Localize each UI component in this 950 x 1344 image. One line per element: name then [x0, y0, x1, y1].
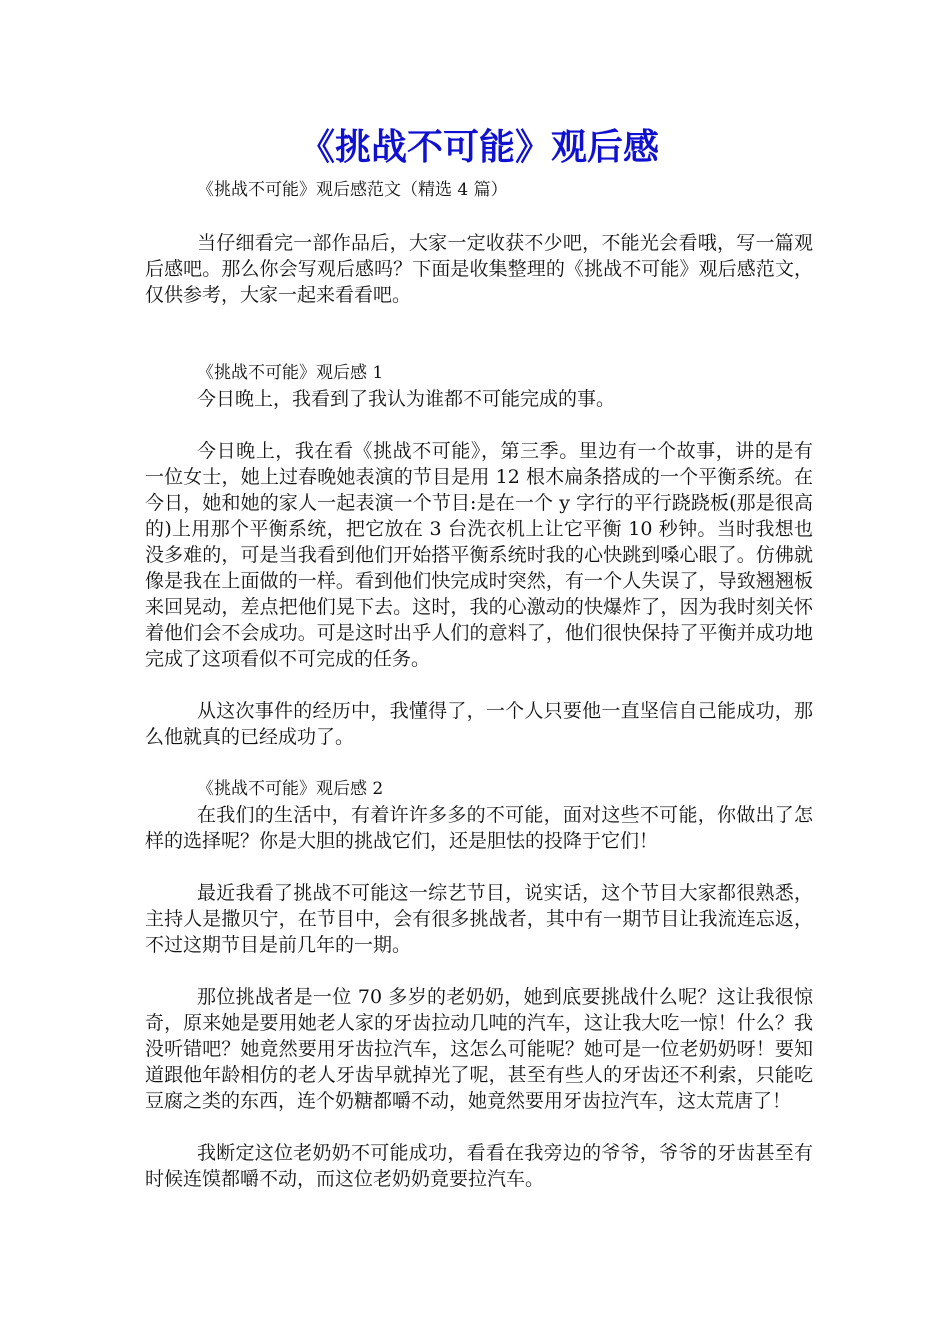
section-1-paragraph-3: 从这次事件的经历中，我懂得了，一个人只要他一直坚信自己能成功，那么他就真的已经成功了。 [145, 700, 813, 748]
section-2-paragraph-2: 最近我看了挑战不可能这一综艺节目，说实话，这个节目大家都很熟悉，主持人是撒贝宁，在节目中，会有很多挑战者，其中有一期节目让我流连忘返，不过这期节目是前几年的一期。 [145, 882, 813, 956]
spacer [145, 1114, 813, 1140]
section-2-paragraph-3: 那位挑战者是一位 70 多岁的老奶奶，她到底要挑战什么呢？这让我很惊奇，原来她是要用她老人家的牙齿拉动几吨的汽车，这让我大吃一惊！什么？我没听错吧？她竟然要用牙齿拉汽车，这怎么可能呢？她可是一位老奶奶呀！要知道跟他年龄相仿的老人牙齿早就掉光了呢，甚至有些人的牙齿还不利索，只能吃豆腐之类的东西，连个奶糖都嚼不动，她竟然要用牙齿拉汽车，这太荒唐了！ [145, 986, 813, 1112]
section-1-paragraph-1: 今日晚上，我看到了我认为谁都不可能完成的事。 [197, 388, 616, 410]
section-2-heading: 《挑战不可能》观后感 2 [197, 779, 384, 799]
document-page [145, 118, 813, 1192]
spacer [145, 412, 813, 438]
spacer [145, 750, 813, 776]
document-title: 《挑战不可能》观后感 [298, 127, 659, 168]
document-subtitle: 《挑战不可能》观后感范文（精选 4 篇） [197, 180, 508, 200]
section-1-paragraph-2: 今日晚上，我在看《挑战不可能》，第三季。里边有一个故事，讲的是有一位女士，她上过春晚她表演的节目是用 12 根木扁条搭成的一个平衡系统。在今日，她和她的家人一起表演一个节目:是在一个 y 字行的平行跷跷板(那是很高的)上用那个平衡系统，把它放在 3 台洗衣机上让它平衡 10 秒钟。当时我想也没多难的，可是当我看到他们开始搭平衡系统时我的心快跳到嗓心眼了。仿佛就像是我在上面做的一样。看到他们快完成时突然，有一个人失误了，导致翘翘板来回晃动，差点把他们晃下去。这时，我的心激动的快爆炸了，因为我时刻关怀着他们会不会成功。可是这时出乎人们的意料了，他们很快保持了平衡并成功地完成了这项看似不可完成的任务。 [145, 440, 813, 670]
intro-paragraph: 当仔细看完一部作品后，大家一定收获不少吧，不能光会看哦，写一篇观后感吧。那么你会写观后感吗？下面是收集整理的《挑战不可能》观后感范文，仅供参考，大家一起来看看吧。 [145, 232, 813, 306]
section-1-heading: 《挑战不可能》观后感 1 [197, 363, 384, 383]
spacer [145, 308, 813, 360]
section-2-paragraph-4: 我断定这位老奶奶不可能成功，看看在我旁边的爷爷，爷爷的牙齿甚至有时候连馍都嚼不动，而这位老奶奶竟要拉汽车。 [145, 1142, 813, 1190]
spacer [145, 854, 813, 880]
spacer [145, 958, 813, 984]
spacer [145, 672, 813, 698]
section-2-paragraph-1: 在我们的生活中，有着许许多多的不可能，面对这些不可能，你做出了怎样的选择呢？你是大胆的挑战它们，还是胆怯的投降于它们！ [145, 804, 813, 852]
